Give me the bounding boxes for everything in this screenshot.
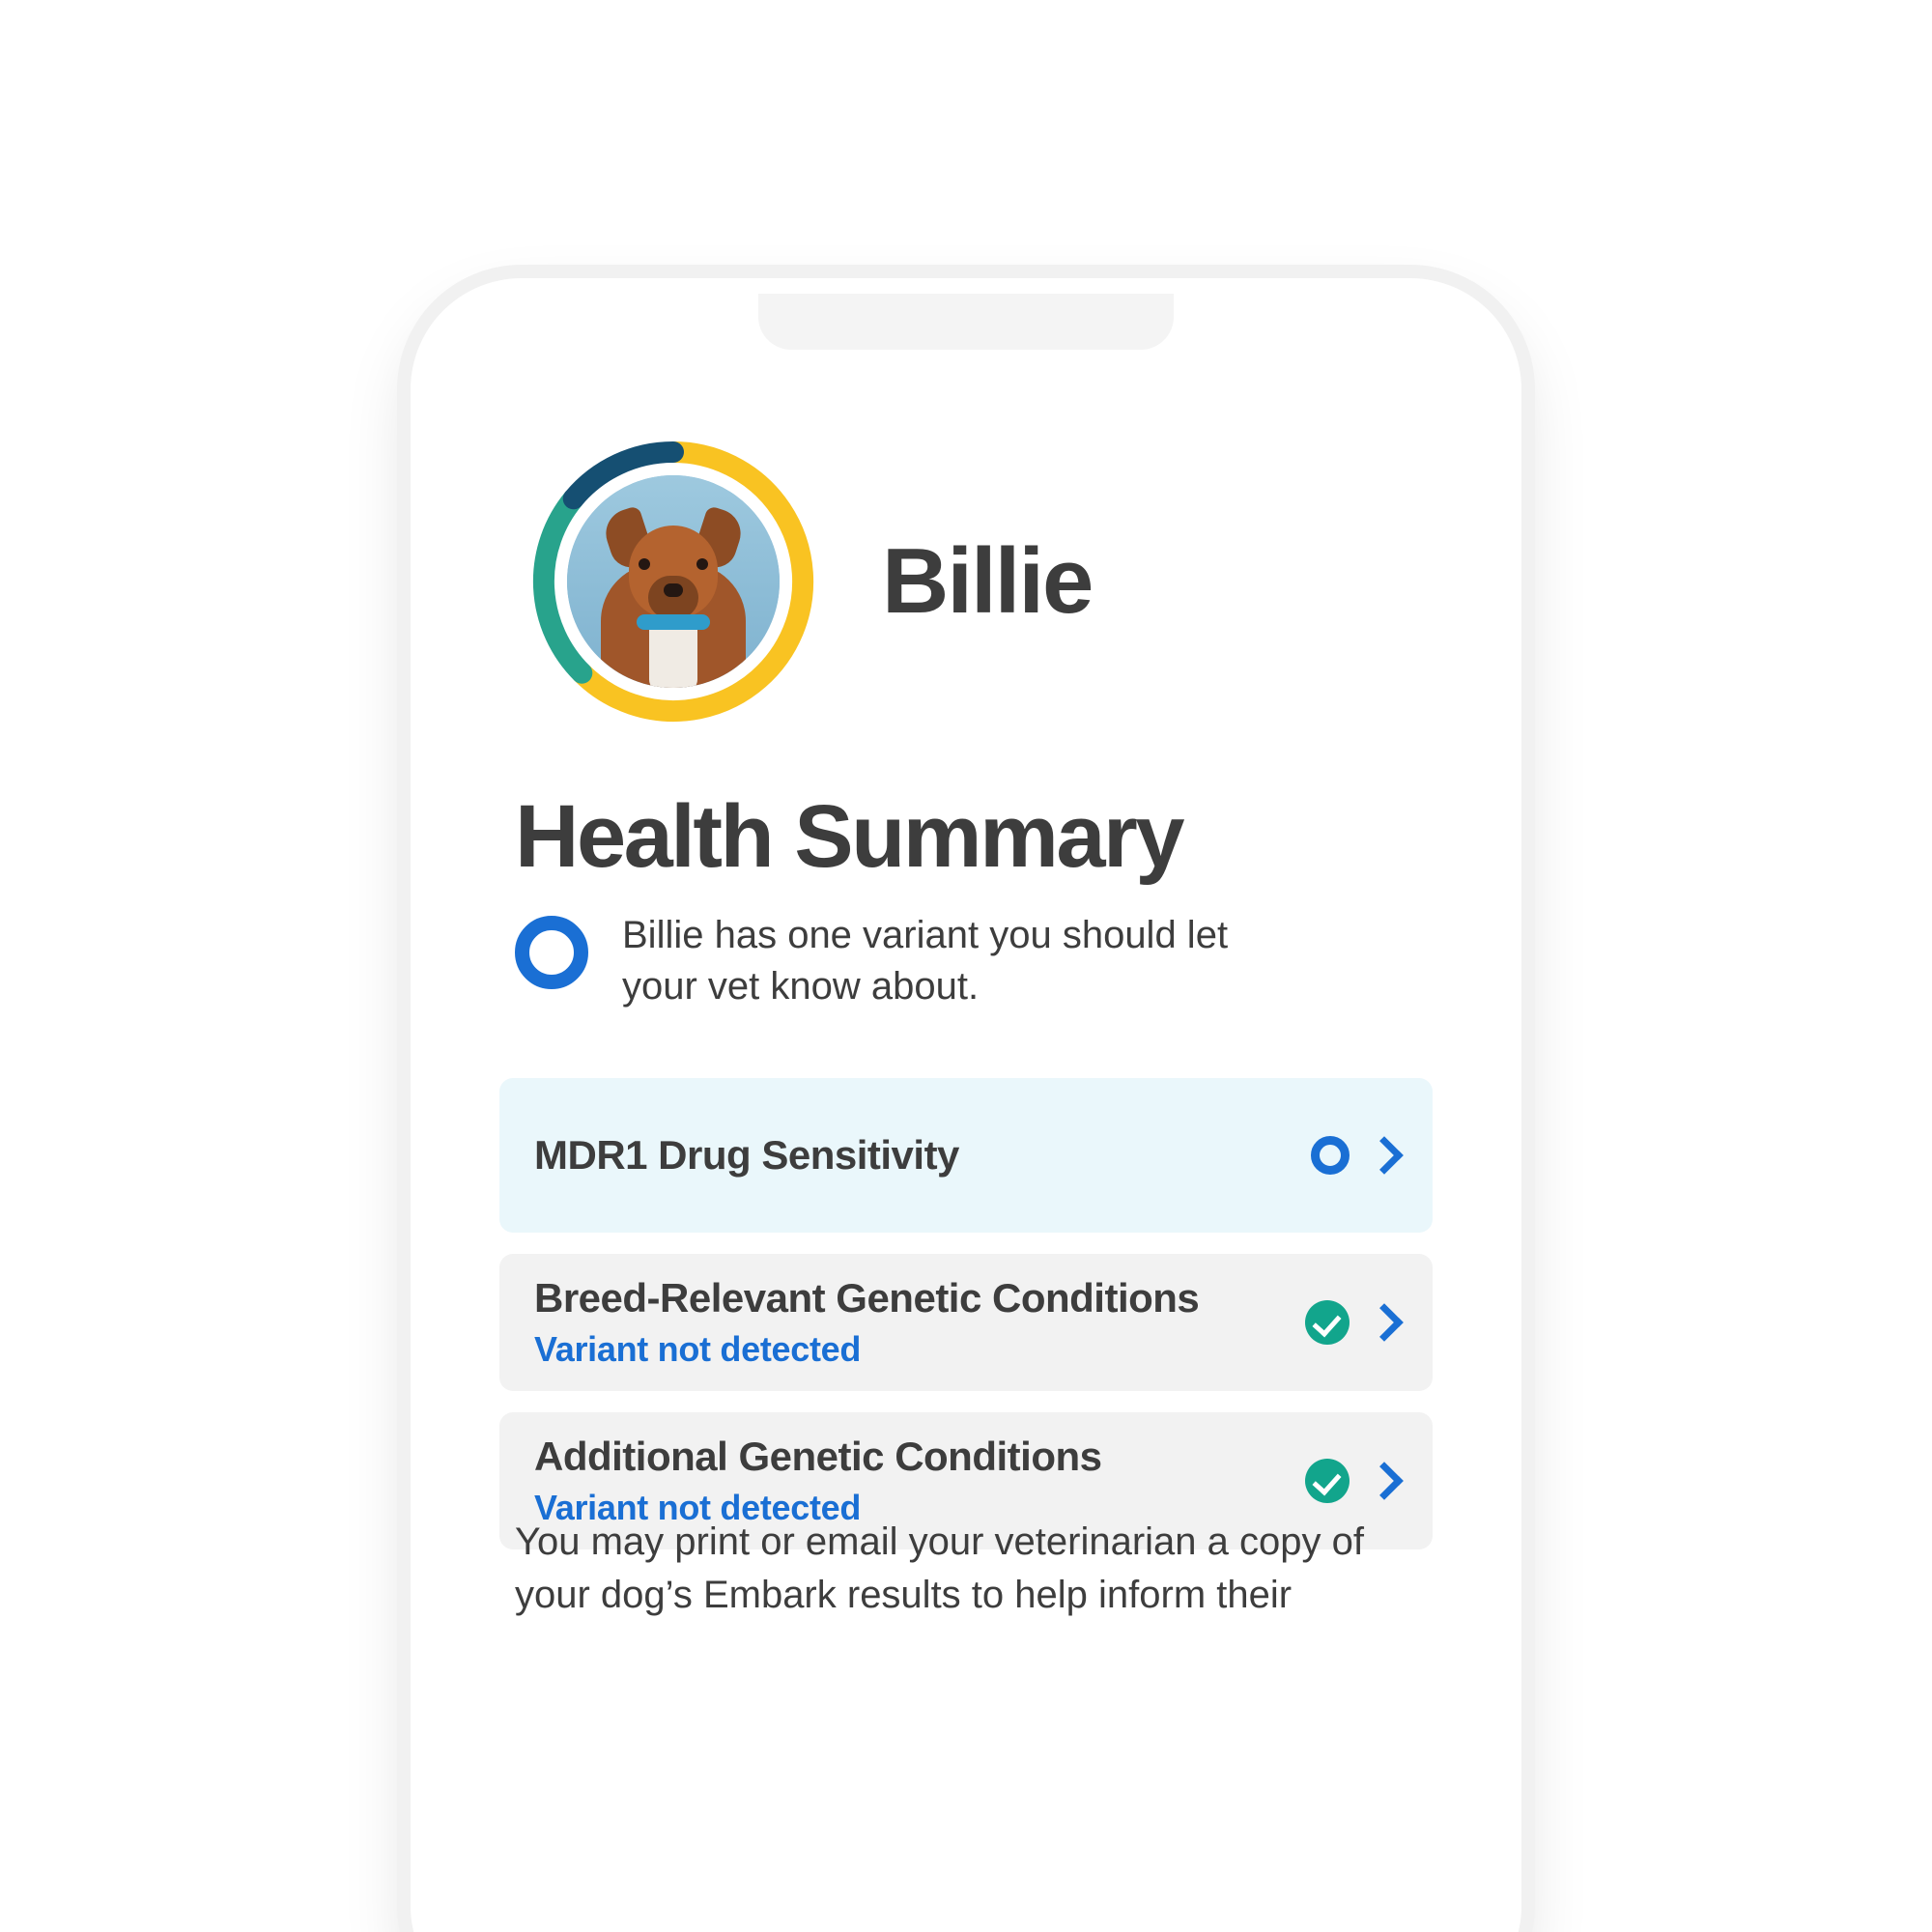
dog-eye-left bbox=[639, 558, 650, 570]
avatar-photo bbox=[567, 475, 780, 688]
phone-screen bbox=[426, 294, 1506, 1932]
summary-note-text: Billie has one variant you should let your vet know about. bbox=[622, 914, 1229, 1008]
card-title: Additional Genetic Conditions bbox=[534, 1434, 1102, 1479]
open-ring-icon bbox=[1311, 1136, 1350, 1175]
avatar[interactable] bbox=[530, 439, 816, 724]
card-body bbox=[534, 1275, 1305, 1370]
chevron-right-icon[interactable] bbox=[1365, 1303, 1404, 1342]
phone-notch bbox=[758, 294, 1174, 350]
dog-nose bbox=[664, 583, 683, 597]
card-status-label: Variant not detected bbox=[534, 1488, 862, 1527]
card-icons bbox=[1305, 1300, 1398, 1345]
chevron-right-icon[interactable] bbox=[1365, 1462, 1404, 1500]
check-circle-icon bbox=[1305, 1300, 1350, 1345]
dog-eye-right bbox=[696, 558, 708, 570]
pet-name: Billie bbox=[882, 529, 1093, 633]
card-status-label: Variant not detected bbox=[534, 1329, 862, 1369]
card-mdr1-drug-sensitivity[interactable] bbox=[499, 1078, 1433, 1233]
summary-note bbox=[515, 910, 1448, 1012]
card-icons bbox=[1311, 1136, 1398, 1175]
card-title: MDR1 Drug Sensitivity bbox=[534, 1132, 959, 1178]
check-circle-icon bbox=[1305, 1459, 1350, 1503]
card-body bbox=[534, 1434, 1305, 1528]
health-cards-list bbox=[499, 1078, 1433, 1571]
dog-collar bbox=[637, 614, 710, 630]
card-body bbox=[534, 1132, 1311, 1179]
dog-muzzle bbox=[648, 576, 698, 618]
open-ring-icon bbox=[515, 916, 588, 989]
card-title: Breed-Relevant Genetic Conditions bbox=[534, 1275, 1200, 1321]
card-icons bbox=[1305, 1459, 1398, 1503]
card-breed-relevant-genetic-conditions[interactable] bbox=[499, 1254, 1433, 1391]
chevron-right-icon[interactable] bbox=[1365, 1136, 1404, 1175]
page-title: Health Summary bbox=[515, 787, 1183, 886]
profile-header bbox=[426, 439, 1506, 724]
footer-note: You may print or email your veterinarian a copy of your dog’s Embark results to help inform their bbox=[515, 1520, 1364, 1617]
